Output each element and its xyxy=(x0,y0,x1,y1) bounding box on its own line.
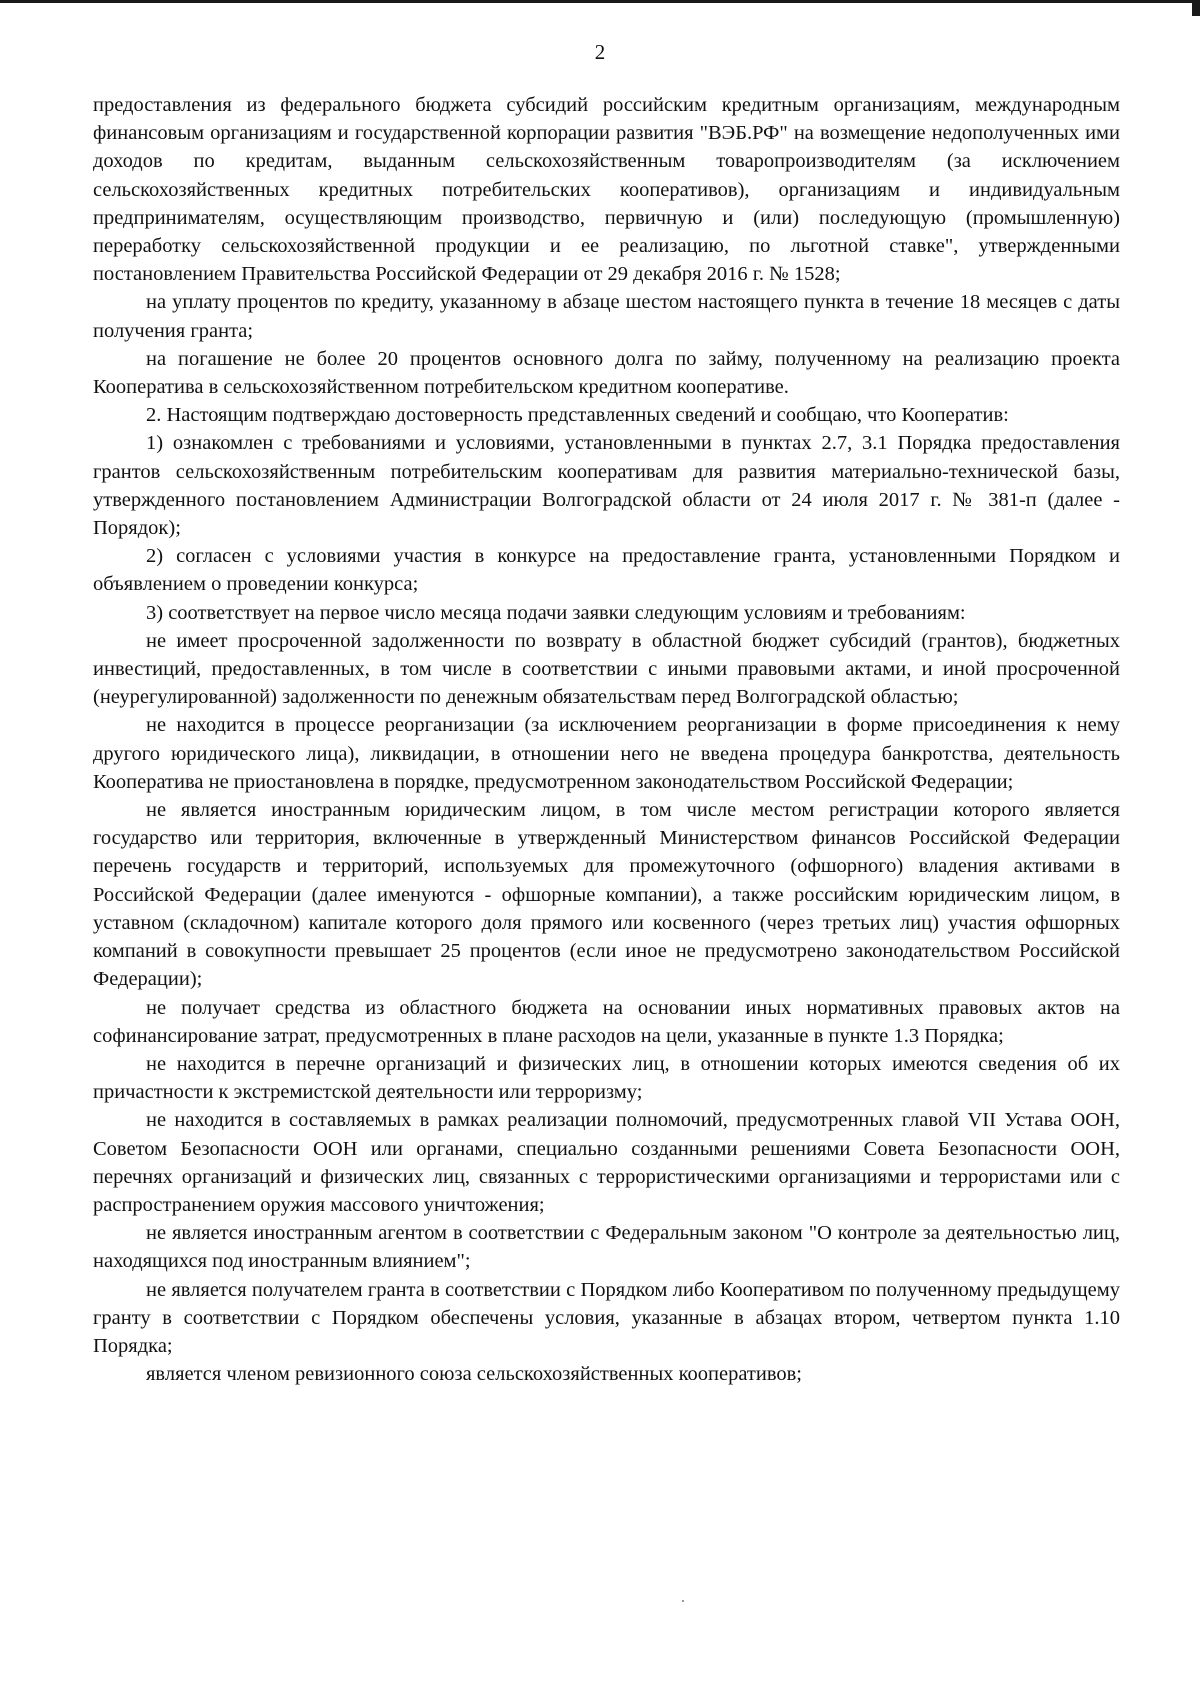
paragraph: 2) согласен с условиями участия в конкурсе на предоставление гранта, установленными Порядком и объявлением о проведении конкурса; xyxy=(93,545,1120,596)
page-number: 2 xyxy=(594,40,606,64)
paragraph: на погашение не более 20 процентов основного долга по займу, полученному на реализацию проекта Кооператива в сельскохозяйственном потребительском кредитном кооперативе. xyxy=(93,347,1120,399)
paragraph: на уплату процентов по кредиту, указанному в абзаце шестом настоящего пункта в течение 18 месяцев с даты получения гранта; xyxy=(93,291,1120,342)
paragraph: не является иностранным юридическим лицом, в том числе местом регистрации которого является государство или территория, включенные в утвержденный Министерством финансов Российской Федерации перечень государств и территорий, используемых для промежуточного (офшорного) владения активами в Российской Федерации (далее именуются - офшорные компании), а также российским юридическим лицом, в уставном (складочном) капитале которого доля прямого или косвенного (через третьих лиц) участия офшорных компаний в совокупности превышает 25 процентов (если иное не предусмотрено законодательством Российской Федерации); xyxy=(93,799,1120,991)
scan-border-top xyxy=(0,0,1200,3)
paragraph: 3) соответствует на первое число месяца подачи заявки следующим условиям и требованиям: xyxy=(146,601,966,624)
paragraph: не находится в перечне организаций и физических лиц, в отношении которых имеются сведения об их причастности к экстремистской деятельности или терроризму; xyxy=(93,1052,1120,1104)
paragraph: не является получателем гранта в соответствии с Порядком либо Кооперативом по полученному предыдущему гранту в соответствии с Порядком обеспечены условия, указанные в абзацах втором, четвертом пункта 1.10 Порядка; xyxy=(93,1278,1120,1357)
paragraph: предоставления из федерального бюджета субсидий российским кредитным организациям, международным финансовым организациям и государственной корпорации развития "ВЭБ.РФ" на возмещение недополученных ими доходов по кредитам, выданным сельскохозяйственным товаропроизводителям (за исключением сельскохозяйственных кредитных потребительских кооперативов), организациям и индивидуальным предпринимателям, осуществляющим производство, первичную и (или) последующую (промышленную) переработку сельскохозяйственной продукции и ее реализацию, по льготной ставке", утвержденными постановлением Правительства Российской Федерации от 29 декабря 2016 г. № 1528; xyxy=(93,94,1120,286)
scan-border-corner xyxy=(1192,0,1200,16)
paragraph: 1) ознакомлен с требованиями и условиями, установленными в пунктах 2.7, 3.1 Порядка предоставления грантов сельскохозяйственным потребительским кооперативам для развития материально-технической базы, утвержденного постановлением Администрации Волгоградской области от 24 июля 2017 г. № 381-п (далее - Порядок); xyxy=(93,432,1120,540)
paragraph: является членом ревизионного союза сельскохозяйственных кооперативов; xyxy=(146,1363,802,1386)
paragraph: не получает средства из областного бюджета на основании иных нормативных правовых актов на софинансирование затрат, предусмотренных в плане расходов на цели, указанные в пункте 1.3 Порядка; xyxy=(93,996,1120,1047)
document-body xyxy=(93,91,1120,1388)
paragraph: не находится в составляемых в рамках реализации полномочий, предусмотренных главой VII Устава ООН, Советом Безопасности ООН или органами, специально созданными решениями Совета Безопасности ООН, перечнях организаций и физических лиц, связанных с террористическими организациями и террористами или с распространением оружия массового уничтожения; xyxy=(93,1109,1120,1216)
scan-speck xyxy=(682,1600,684,1602)
paragraph: не имеет просроченной задолженности по возврату в областной бюджет субсидий (грантов), бюджетных инвестиций, предоставленных, в том числе в соответствии с иными правовыми актами, и иной просроченной (неурегулированной) задолженности по денежным обязательствам перед Волгоградской областью; xyxy=(93,629,1120,709)
paragraph: не является иностранным агентом в соответствии с Федеральным законом "О контроле за деятельностью лиц, находящихся под иностранным влиянием"; xyxy=(93,1222,1120,1273)
paragraph: не находится в процессе реорганизации (за исключением реорганизации в форме присоединения к нему другого юридического лица), ликвидации, в отношении него не введена процедура банкротства, деятельность Кооператива не приостановлена в порядке, предусмотренном законодательством Российской Федерации; xyxy=(93,714,1120,793)
paragraph: 2. Настоящим подтверждаю достоверность представленных сведений и сообщаю, что Кооператив: xyxy=(146,404,1009,427)
